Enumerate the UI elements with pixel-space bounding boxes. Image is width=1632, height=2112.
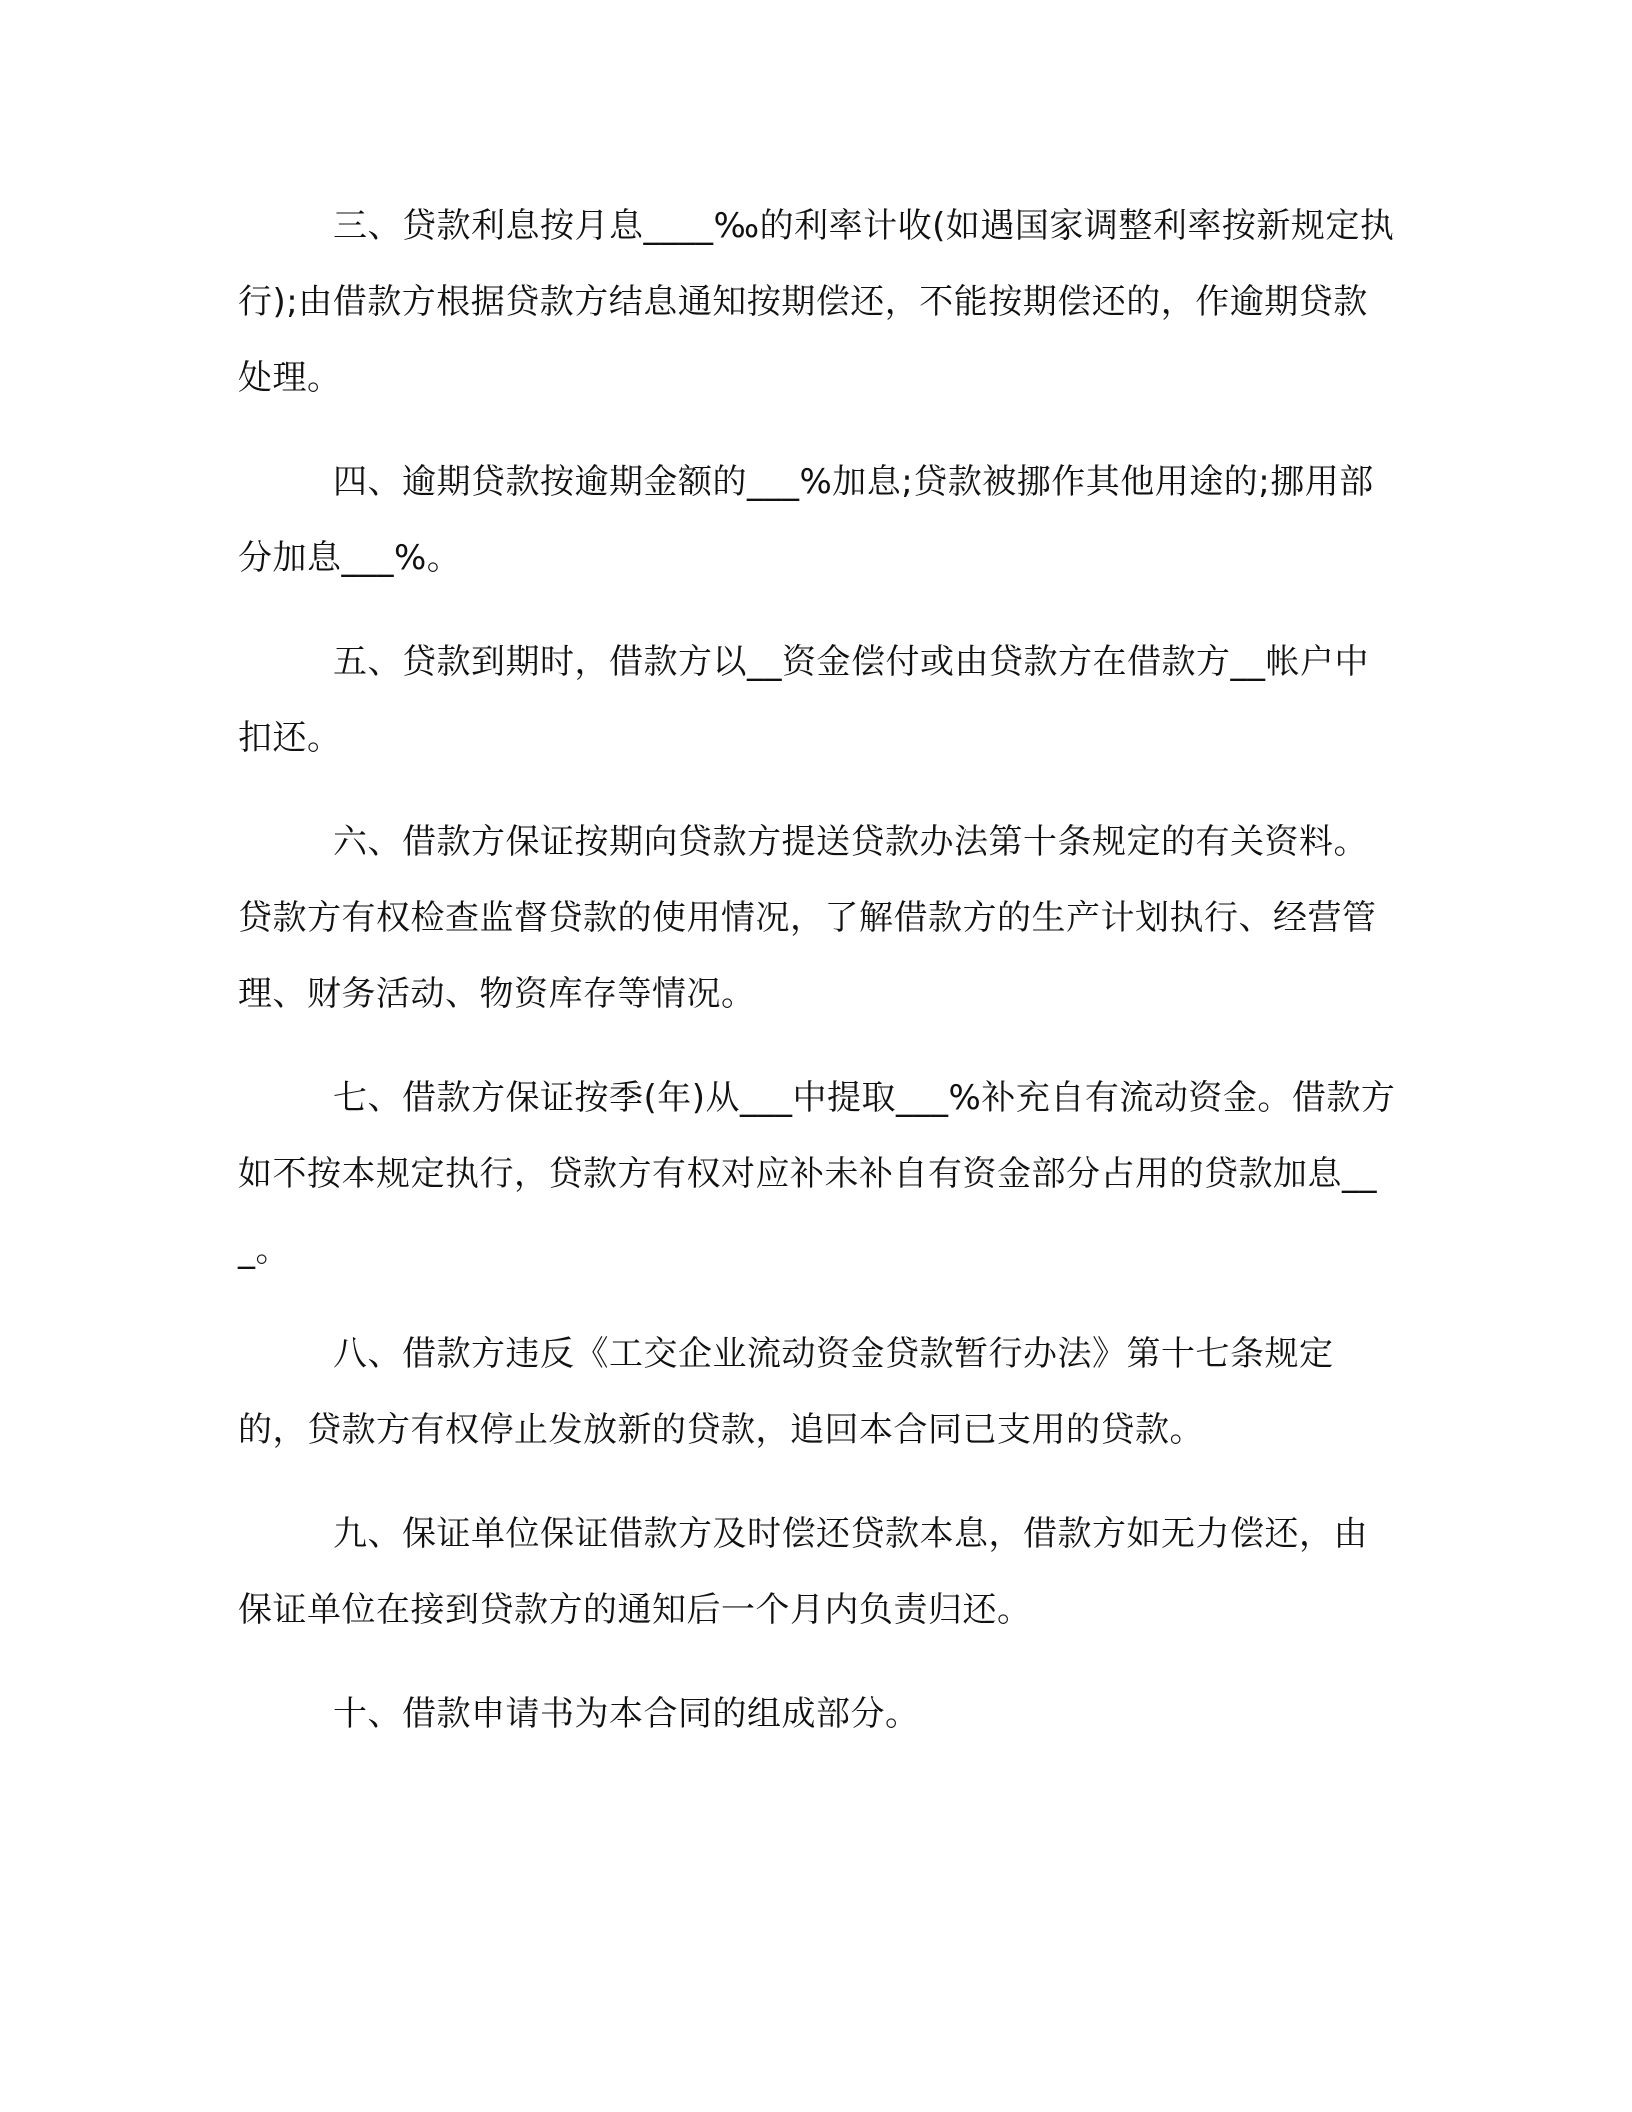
clause-7-paragraph: 七、借款方保证按季(年)从___中提取___%补充自有流动资金。借款方如不按本规定执行，贷款方有权对应补未补自有资金部分占用的贷款加息___。 [238,1078,1396,1270]
clause-5-paragraph: 五、贷款到期时，借款方以__资金偿付或由贷款方在借款方__帐户中扣还。 [238,642,1369,758]
document-body [238,188,1398,1752]
clause-6-paragraph: 六、借款方保证按期向贷款方提送贷款办法第十条规定的有关资料。贷款方有权检查监督贷款的使用情况，了解借款方的生产计划执行、经营管理、财务活动、物资库存等情况。 [238,822,1377,1014]
clause-4-paragraph: 四、逾期贷款按逾期金额的___%加息;贷款被挪作其他用途的;挪用部分加息___%。 [238,462,1374,578]
clause-3-paragraph: 三、贷款利息按月息____‰的利率计收(如遇国家调整利率按新规定执行);由借款方根据贷款方结息通知按期偿还，不能按期偿还的，作逾期贷款处理。 [238,206,1395,398]
clause-8-paragraph: 八、借款方违反《工交企业流动资金贷款暂行办法》第十七条规定的，贷款方有权停止发放新的贷款，追回本合同已支用的贷款。 [238,1334,1334,1450]
clause-10-paragraph: 十、借款申请书为本合同的组成部分。 [333,1694,920,1734]
clause-9-paragraph: 九、保证单位保证借款方及时偿还贷款本息，借款方如无力偿还，由保证单位在接到贷款方的通知后一个月内负责归还。 [238,1514,1368,1630]
